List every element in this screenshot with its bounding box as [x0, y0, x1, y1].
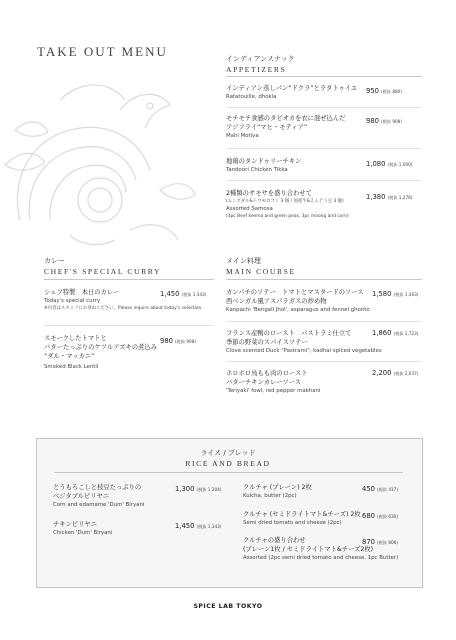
menu-title: TAKE OUT MENU: [37, 44, 168, 59]
item-divider: [226, 148, 422, 149]
item-price: 1,080 (税抜 1,000): [366, 160, 413, 168]
item-price: 870 (税抜 806): [362, 538, 398, 546]
appetizers-rule: [226, 76, 422, 77]
menu-item: クルチャ (プレーン) 2枚 Kulcha, butter (2pc): [243, 484, 312, 499]
rice-rule: [54, 472, 403, 473]
item-price: 1,380 (税抜 1,278): [366, 193, 413, 201]
menu-item: 地鶏のタンドゥリーチキン Tandoori Chicken Tikka: [226, 158, 302, 173]
menu-item: クルチャの盛り合わせ (プレーン1枚 / セミドライトマト&チーズ2枚) Assorted (2pc semi dried tomato and cheese, 1pc Butter): [243, 537, 399, 561]
rice-heading-en: RICE AND BREAD: [185, 459, 271, 468]
menu-item: シェフ特製 本日のカレー Today's special curry ※内容はスタッフにお尋ねください。Please inquire about today's selection.: [44, 289, 203, 311]
curry-heading-jp: カレー: [44, 257, 65, 265]
item-price: 680 (税抜 630): [362, 512, 398, 520]
item-price: 1,450 (税抜 1,343): [175, 522, 222, 530]
menu-item: フランス産鴨のロースト パストラミ仕立て 季節の野菜のスパイスソテー Clove scented Duck "Pastrami", kadhai spiced vegetables: [226, 330, 382, 354]
item-price: 980 (税抜 908): [366, 117, 402, 125]
menu-item: クルチャ (セミドライトマト&チーズ) 2枚 Semi dried tomato and cheese (2pc): [243, 511, 361, 526]
menu-item: チキンビリヤニ Chicken 'Dum' Biryani: [53, 521, 113, 536]
menu-item: とうもろこしと枝豆たっぷりの ベジタブルビリヤニ Corn and edamame 'Dum' Biryani: [53, 484, 145, 508]
menu-item: インディアン蒸しパン“ドクラ”とラタトゥイユ Ratatouille, dhokla: [226, 85, 358, 100]
item-divider: [226, 107, 422, 108]
item-divider: [226, 321, 422, 322]
menu-item: カンパチのソテー トマトとマスタードのソース 西ベンガル風アスパラガスの炒め物 Kanpachi 'Bengali Jhol', asparagus and fennel ghonto: [226, 289, 370, 313]
curry-heading-en: CHEF'S SPECIAL CURRY: [44, 267, 162, 276]
menu-item: 2種類のサモサを盛り合わせて (ムングダル&トウモロコシ 3 個 / 国産牛&えんどう豆 3 個) Assorted Samosa (3pc Beef keema and green peas, 3pc moong and corn): [226, 190, 349, 219]
main-heading-jp: メイン料理: [226, 257, 261, 265]
menu-item: ホロホロ鳥もも肉のロースト バターチキンカレーソース 'Teriyaki' fowl, red pepper makhani: [226, 370, 321, 394]
main-rule: [226, 279, 422, 280]
brand-footer: SPICE LAB TOKYO: [193, 603, 263, 610]
item-price: 950 (税抜 880): [366, 87, 402, 95]
appetizers-heading-jp: インディアンスナック: [226, 55, 295, 63]
item-price: 450 (税抜 417): [362, 485, 398, 493]
rice-heading-jp: ライス / ブレッド: [200, 449, 256, 457]
appetizers-heading-en: APPETIZERS: [226, 65, 287, 74]
item-price: 1,860 (税抜 1,723): [372, 329, 419, 337]
item-price: 2,200 (税抜 2,037): [372, 369, 419, 377]
item-price: 980 (税抜 908): [160, 337, 196, 345]
menu-item: スモークしたトマトと バターたっぷりのケツルアズキの煮込み “ダル・マッカニ” Smoked Black Lentil: [44, 335, 158, 370]
item-price: 1,300 (税抜 1,204): [175, 485, 222, 493]
curry-rule: [44, 279, 214, 280]
item-price: 1,580 (税抜 1,463): [372, 290, 419, 298]
item-divider: [44, 325, 214, 326]
menu-item: モチモチ食感のタピオカを衣に混ぜ込んだ アジフライ“マヒ・モティア” Mahi Motiya: [226, 115, 346, 139]
item-divider: [226, 180, 422, 181]
main-heading-en: MAIN COURSE: [226, 267, 296, 276]
item-price: 1,450 (税抜 1,343): [160, 290, 207, 298]
ornament-illustration-icon: [0, 70, 200, 250]
item-divider: [226, 361, 422, 362]
